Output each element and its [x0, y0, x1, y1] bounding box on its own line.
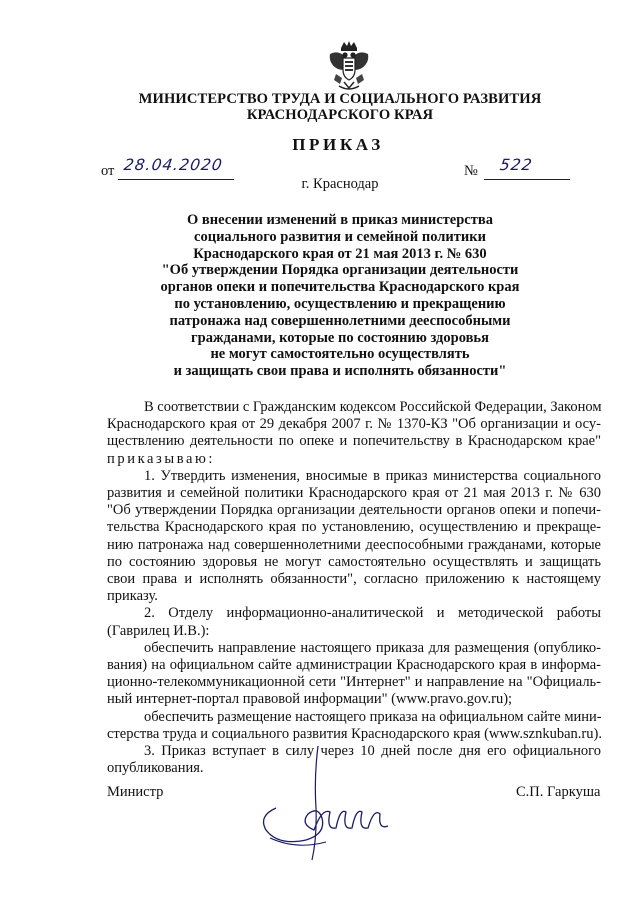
subject-line: гражданами, которые по состоянию здоровья — [191, 329, 489, 346]
signature-icon — [256, 738, 406, 888]
order-verb-line: приказываю: — [107, 450, 216, 467]
clause-2-line: (Гаврилец И.В.): — [107, 622, 210, 639]
subject-line: О внесении изменений в приказ министерства — [187, 212, 493, 228]
ministry-name-line-1: МИНИСТЕРСТВО ТРУДА И СОЦИАЛЬНОГО РАЗВИТИЯ — [138, 91, 542, 107]
handwritten-order-number: 522 — [498, 156, 534, 174]
clause-1-line: свои права и исполнять обязанности", согласно приложению к настоящему — [107, 571, 601, 588]
number-prefix-label: № — [464, 163, 478, 179]
clause-1-line: приказу. — [107, 588, 158, 605]
clause-2-line: ный интернет-портал правовой информации" (www.pravo.gov.ru); — [107, 691, 513, 708]
clause-1-line: "Об утверждении Порядка организации деятельности органов опеки и попечи- — [107, 502, 601, 519]
city-label: г. Краснодар — [301, 176, 379, 192]
order-subject — [140, 212, 540, 380]
clause-2-line: вания) на официальном сайте администрации Краснодарского края в информа- — [107, 657, 601, 674]
clause-1-line: 1. Утвердить изменения, вносимые в приказ министерства социального — [144, 467, 601, 484]
clause-2-line: обеспечить размещение настоящего приказа на официальном сайте мини- — [144, 708, 602, 725]
clause-1-line: по состоянию здоровья не могут самостоятельно осуществлять и защищать — [107, 553, 601, 570]
date-prefix-label: от — [101, 163, 115, 179]
document-type-title: ПРИКАЗ — [292, 135, 384, 154]
subject-line: Краснодарского края от 21 мая 2013 г. № 630 — [193, 245, 487, 262]
order-body — [107, 399, 601, 777]
signer-position: Министр — [107, 784, 164, 800]
subject-line: социального развития и семейной политики — [194, 228, 486, 245]
handwritten-date: 28.04.2020 — [122, 156, 225, 174]
clause-1-line: тельства Краснодарского края по установлению, осуществлению и прекраще- — [107, 519, 601, 536]
subject-line: патронажа над совершеннолетними дееспособными — [169, 312, 511, 329]
subject-line: и защищать свои права и исполнять обязанности" — [173, 363, 507, 380]
subject-line: по установлению, осуществлению и прекращению — [174, 295, 506, 312]
clause-3-line: 3. Приказ вступает в силу через 10 дней после дня его официального — [144, 743, 601, 760]
clause-2-line: обеспечить направление настоящего приказа для размещения (опублико- — [144, 639, 601, 656]
clause-2-line: стерства труда и социального развития Краснодарского края (www.sznkuban.ru). — [107, 725, 602, 742]
clause-3-line: опубликования. — [107, 760, 204, 777]
subject-line: органов опеки и попечительства Краснодарского края — [160, 279, 520, 296]
subject-line: не могут самостоятельно осуществлять — [210, 346, 470, 363]
body-line: В соответствии с Гражданским кодексом Российской Федерации, Законом — [144, 399, 602, 415]
ministry-name-line-2: КРАСНОДАРСКОГО КРАЯ — [246, 107, 434, 123]
clause-1-line: нию патронажа над совершеннолетними дееспособными гражданами, которые — [107, 536, 601, 553]
body-line: ществлению деятельности по опеке и попечительству в Краснодарском крае" — [107, 433, 601, 450]
clause-2-line: 2. Отделу информационно-аналитической и методической работы — [144, 605, 601, 622]
clause-2-line: ционно-телекоммуникационной сети "Интернет" и направление на "Официаль- — [107, 674, 601, 691]
subject-line: "Об утверждении Порядка организации деятельности — [161, 262, 519, 279]
clause-1-line: развития и семейной политики Краснодарского края от 21 мая 2013 г. № 630 — [107, 485, 601, 502]
signer-name: С.П. Гаркуша — [516, 784, 601, 800]
coat-of-arms-icon — [326, 40, 372, 94]
body-line: Краснодарского края от 29 декабря 2007 г. № 1370-КЗ "Об организации и осу- — [107, 416, 601, 433]
